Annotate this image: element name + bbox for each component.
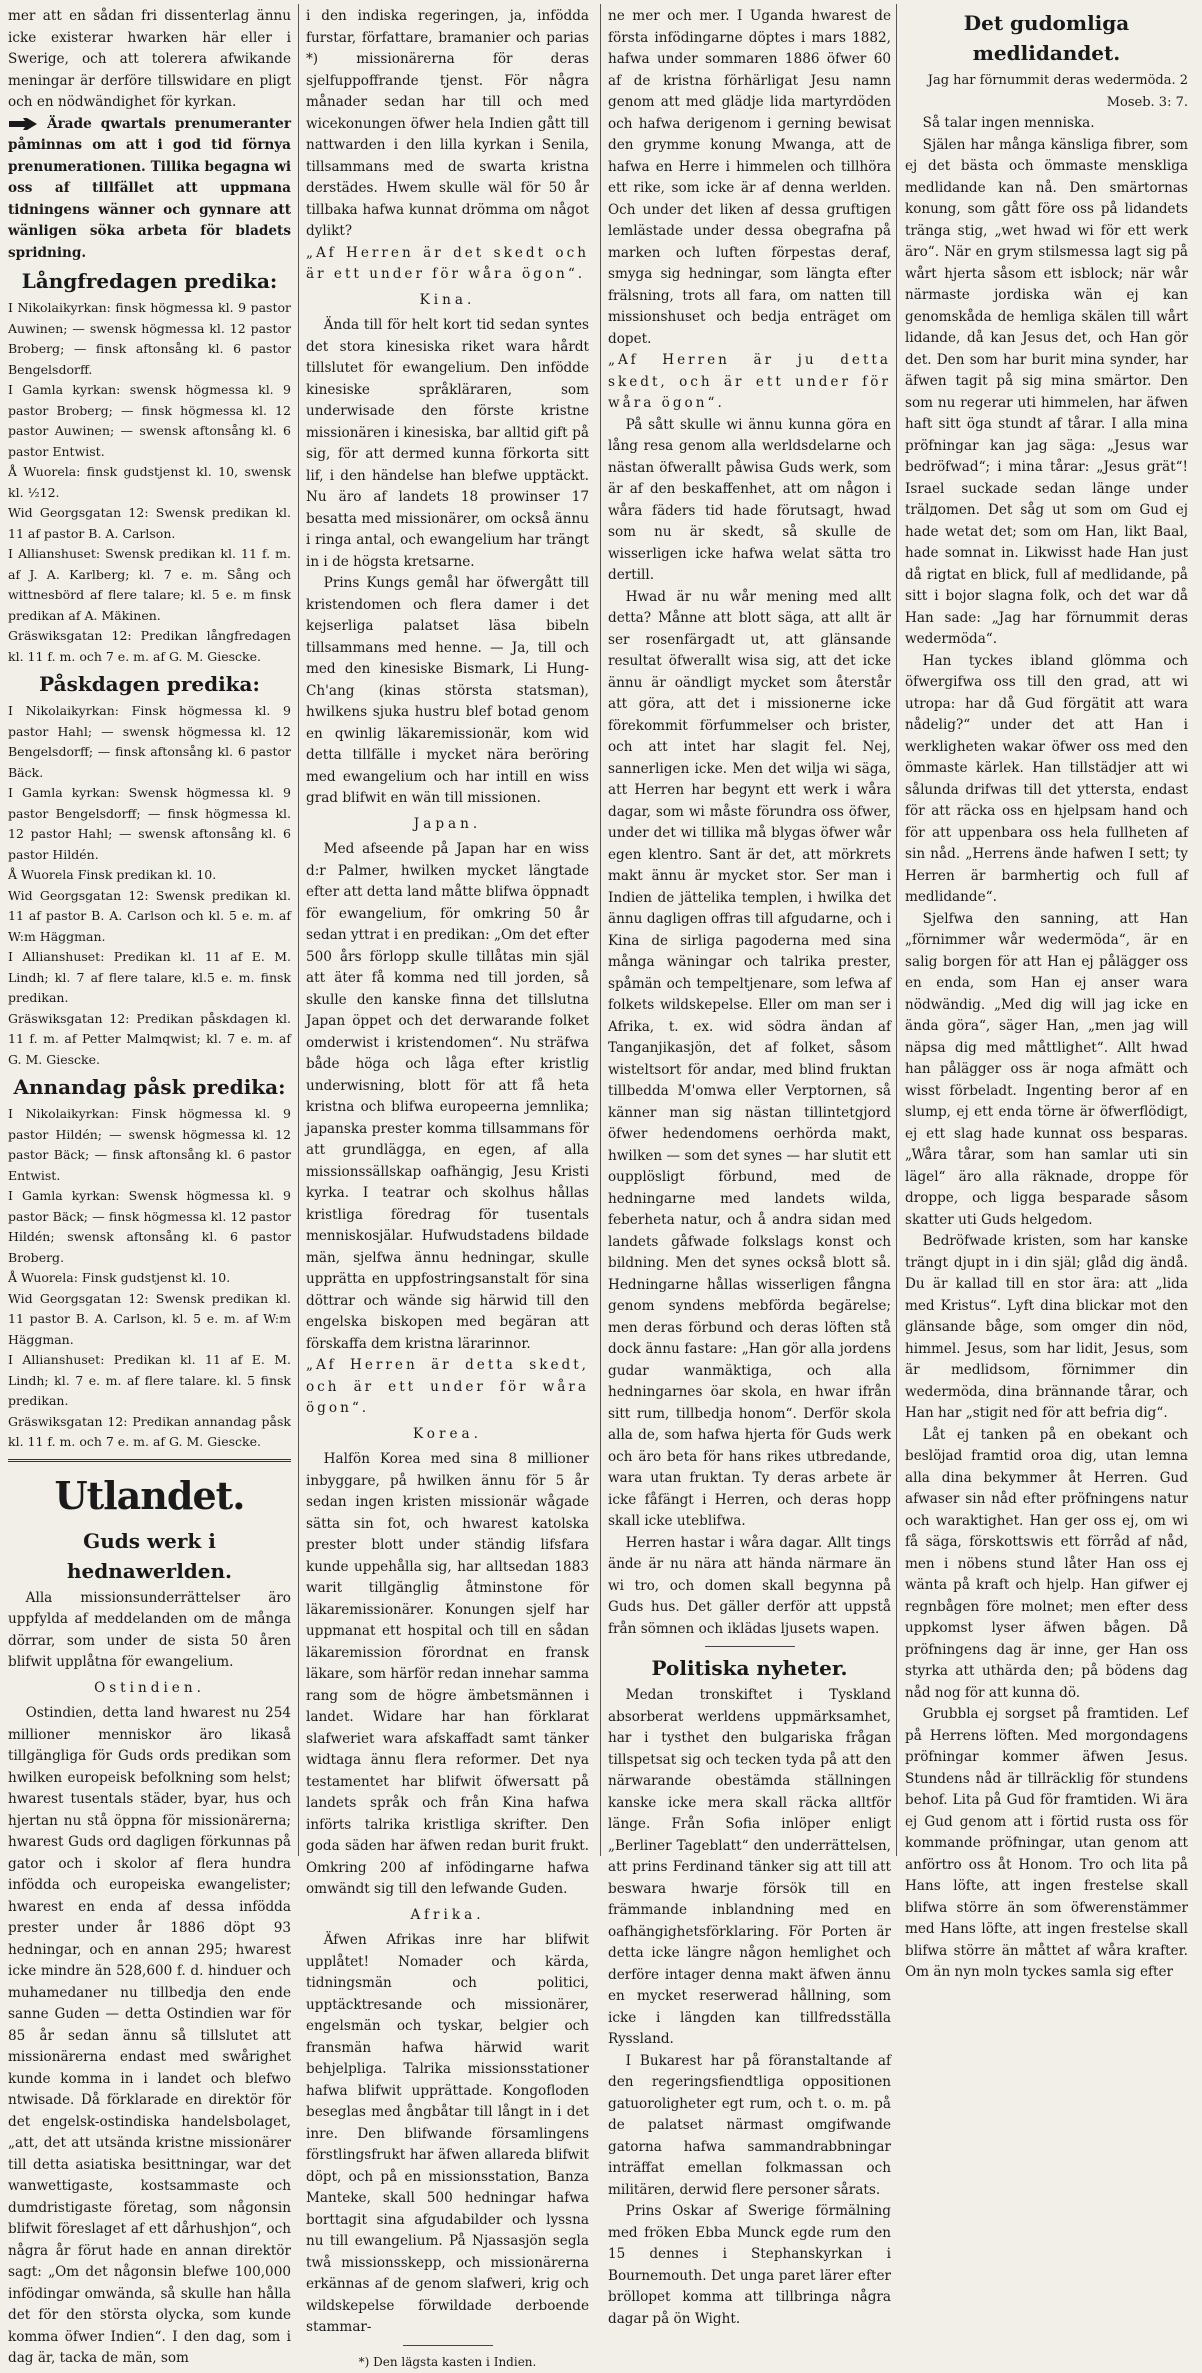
list-item: Gräswiksgatan 12: Predikan påskdagen kl. 11 f. m. af Petter Malmqwist; kl. 7 e. m. af G. M. Giescke.	[8, 1009, 291, 1071]
list-item: I Nikolaikyrkan: finsk högmessa kl. 9 pastor Auwinen; — swensk högmessa kl. 12 pastor Broberg; — finsk aftonsång kl. 6 pastor Bengelsdorff.	[8, 298, 291, 380]
politiska-text-3: Prins Oskar af Swerige förmälning med fröken Ebba Munck egde rum den 15 dennes i Stephanskyrkan i Bournemouth. Det unga paret lärer efter bröllopet komma att tillbringa några dagar på ön Wight.	[608, 2201, 891, 2330]
footnote: *) Den lägsta kasten i Indien.	[306, 2352, 589, 2373]
korea-heading: Korea.	[306, 1424, 589, 1446]
list-item: I Allianshuset: Swensk predikan kl. 11 f. m. af J. A. Karlberg; kl. 7 e. m. Sång och wittnesbörd af flere talare; kl. 5 e. m finsk predikan af A. Mäkinen.	[8, 544, 291, 626]
list-item: I Allianshuset: Predikan kl. 11 af E. M. Lindh; kl. 7 e. m. af flere talare. kl. 5 finsk predikan.	[8, 1350, 291, 1412]
paragraph: Herren hastar i wåra dagar. Allt tings ände är nu nära att hända närmare än wi tro, och domen skall begynna på Guds hus. Det gäller derför att uppstå från sömnen och iklädas ljusets wapen.	[608, 1533, 891, 1641]
afrika-text: Äfwen Afrikas inre har blifwit upplåtet! Nomader och kärda, tidningsmän och politici, upptäcktresande och missionärer, engelsmän och tyskar, belgier och fransmän hafwa härwid warit behjelpliga. Talrika missionsstationer hafwa blifwit upprättade. Kongofloden beseglas med ångbåtar till långt in i det inre. Den blifwande församlingens förstlingsfrukt har äfwen allareda blifwit döpt, och på en missionsstation, Banza Manteke, skall 500 hedningar hafwa borttagit sina afgudabilder och lyssna nu till ewangelium. På Njassasjön segla twå missionsskepp, och missionärerna erkännas af de genom slafweri, krig och wildskepelse förwildade derboende stammar-	[306, 1930, 589, 2339]
list-item: Å Wuorela: finsk gudstjenst kl. 10, swensk kl. ½12.	[8, 462, 291, 503]
list-item: Wid Georgsgatan 12: Swensk predikan kl. 11 af pastor B. A. Carlson och kl. 5 e. m. af W:m Häggman.	[8, 886, 291, 948]
column-1	[8, 6, 291, 1856]
japan-quote: „Af Herren är detta skedt, och är ett under för wåra ögon“.	[306, 1355, 589, 1420]
list-item: I Gamla kyrkan: swensk högmessa kl. 9 pastor Broberg; — finsk högmessa kl. 12 pastor Auwinen; — swensk aftonsång kl. 6 pastor Entwist.	[8, 380, 291, 462]
paragraph: Så talar ingen menniska.	[905, 113, 1188, 135]
list-item: I Nikolaikyrkan: Finsk högmessa kl. 9 pastor Hildén; — swensk högmessa kl. 12 pastor Bäck; — finsk aftonsång kl. 6 pastor Entwist.	[8, 1104, 291, 1186]
paragraph: Själen har många känsliga fibrer, som ej det bästa och ömmaste menskliga medlidande kan nå. Den smärtornas konung, som gått före oss på lidandets tränga stig, „wet hwad wi för ett werk äro“. När en grym stilsmessa lagt sig på wårt hjerta såsom ett isblock; när wår närmaste jordiska wän ej kan genomskåda de hemliga skälen till wårt lidande, då kan Jesus det, och Han gör det. Den som har burit mina synder, har äfwen tagit på sig mina smärtor. Den som nu regerar uti himmelen, har äfwen haft sitt öga stundt af tårar. I alla mina pröfningar kan jag säga: „Jesus war bedröfwad“; i mina tårar: „Jesus grät“! Israel suckade sedan länge under trälдomen. Det såg ut som om Gud ej hade wetat det; som om Han, likt Baal, hade somnat in. Likwisst hade Han just då rigtat en blick, full af medlidande, på sitt i bojor slagna folk, och det war då Han sade: „Jag har förnummit deras wedermöda“.	[905, 135, 1188, 651]
epigraph: Jag har förnummit deras wedermöda. 2 Mosеb. 3: 7.	[905, 70, 1188, 113]
column-2	[306, 6, 589, 1856]
section-heading-longfredagen: Långfredagen predika:	[8, 266, 291, 296]
medlidandet-heading: Det gudomliga medlidandet.	[905, 8, 1188, 68]
annandag-list	[8, 1104, 291, 1453]
guds-intro: Alla missionsunderrättelser äro uppfylda af meddelanden om de många dörrar, som under de sista 50 åren blifwit upplåtna för ewangelium.	[8, 1588, 291, 1674]
afrika-heading: Afrika.	[306, 1905, 589, 1927]
section-divider	[705, 1646, 795, 1647]
section-heading-paskdagen: Påskdagen predika:	[8, 669, 291, 699]
kina-text: Ända till för helt kort tid sedan syntes det stora kinesiska riket wara hårdt tillslutet för ewangelium. Den infödde kinesiske språkläraren, som underwisade den förste kristne missionären i kinesiska, bar alltid gift på sig, för att dermed kunna förkorta sitt lif, i den händelse han blefwe upptäckt. Nu äro af landets 18 prowinser 17 besatta med missionärer, om också ännu i ringa antal, och ewangelium har trängt in i de högsta kretsarne.	[306, 315, 589, 573]
paragraph: Sjelfwa den sanning, att Han „förnimmer wår wedermöda“, är en salig borgen för att Han ej pålägger oss en enda, som Han ej anser wara nödwändig. „Med dig will jag icke en ända göra“, säger Han, „men jag will näpsa dig med måttlighet“. Allt hwad han pålägger oss är noga afmätt och wisst förbeladt. Ingenting beror af en slump, ej ett enda törne är öfwerflödigt, ej ett slag hade kunnat oss besparas. „Wåra tårar, som han samlar uti sin lägel“ äro alla räknade, droppe för droppe, och ligga besparade såsom skatter uti Guds helgedom.	[905, 909, 1188, 1232]
uganda-quote: „Af Herren är ju detta skedt, och är ett under för wåra ögon“.	[608, 350, 891, 415]
paragraph: Hwad är nu wår mening med allt detta? Månne att blott säga, att allt är ser rosenfärgadt ut, att glänsande resultat öfwerallt wisa sig, att det icke ännu är oändligt mycket som återstår att göra, att det i missionerne icke förekommit förfummelser och brister, och att intet har slagit fel. Nej, sannerligen icke. Men det wilja wi säga, att Herren har begynt ett werk i wåra dagar, som wi måste förundra oss öfwer, under det wi tillika må blygas öfwer wår egen klentro. Sant är det, att mörkrets makt ännu är mycket stor. Ser man i Indien de jättelika templen, i hwilka det ännu dagligen offras till afgudarne, och i Kina de sirliga pagoderna med sina många wäningar och talrika prester, spåmän och tempeltjenare, som lefwa af folkets wildskepelse. Eller om man ser i Afrika, t. ex. wid södra ändan af Tanganjikasjön, det af folket, såsom wisteltsort för andar, med blind fruktan tillbedda M'omwa eller Verptornen, så känner man sig nästan tillintetgjord öfwer hedendomens oerhörda makt, hwilken — som det synes — har slutit ett oupplösligt förbund, med de hedningarne med landets wildа, feberheta natur, och å andra sidan med landets gåfwade folkslags konst och bildning. Men det synes också blott så. Hedningarne hållas wisserligen fångna genom syndens mebförda begärelse; men deras förbund och deras löften stå dock ännu fastare: „Han gör alla jordens gudar wanmäktiga, och alla hedningarnes öar skola, en hwar ifrån sitt rum, tillbedja honom“. Derför skola alla de, som hafwa hjerta för Guds werk och äro beta för hans rikes utbredande, wara utan fruktan. Ty deras arbete är icke fåfängt i Herren, och deras hopp skall icke uteblifwa.	[608, 587, 891, 1533]
paragraph: Låt ej tanken på en obekant och beslöjad framtid oroa dig, utan lemna alla dina bekymmer åt Herren. Gud afwaser sin nåd efter pröfningens natur och waraktighet. Han ger oss ej, om wi få säga, förskottswis ett förråd af nåd, men i nöbens stund låter Han oss ej wänta på kraft och hjelp. Han gifwer ej regnbågen före molnet; men efter dess uppkomst lyser äfwen bågen. Då pröfningens dag är inne, ger Han oss styrka att uthärda den; på bödens dag nåd nog för att kunna dö.	[905, 1425, 1188, 1705]
column-rule	[298, 4, 299, 1856]
paragraph: Grubbla ej sorgset på framtiden. Lef på Herrens löften. Med morgondagens pröfningar kommer äfwen Jesus. Stundens nåd är tillräcklig för stundens behof. Lita på Gud för framtiden. Wi ära ej Gud genom att i förtid rusta oss för kommande pröfningar, utan genom att anförtro oss åt Honom. Tro och lita på Hans löfte, att ingen frestelse skall blifwa större än som öfwerenstämmer med Hans löfte, att ingen frestelse skall blifwa större än måttet af wåra krafter. Om än nyn moln tyckes samla sig efter	[905, 1704, 1188, 1984]
column-3	[608, 6, 891, 1856]
list-item: I Gamla kyrkan: Swensk högmessa kl. 9 pastor Bäck; — finsk högmessa kl. 12 pastor Hildén; swensk aftonsång kl. 6 pastor Broberg.	[8, 1186, 291, 1268]
korea-text: Halfön Korea med sina 8 millioner inbyggare, på hwilken ännu för 5 år sedan ingen kristen missionär wågade sätta sin fot, och hwarest katolska prester blott under ständig lifsfara kunde uppehålla sig, har alltsedan 1883 warit tillgänglig åtminstone för läkaremissionärer. Konungen sjelf har uppmanat ett hospital och till en sådan läkaremission förordnat en fransk läkare, som härför redan innehar samma rang som de högre ämbetsmännen i landet. Widare har han förklarat slafweriet wara afskaffadt samt tänker widtaga ännu flera reformer. Det nya testamentet har blifwit öfwersatt på landets språk och från Kina hafwa införts talrika kristliga skrifter. Den goda säden har äfwen redan burit frukt. Omkring 200 af infödingarne hafwa omwändt sig till den lefwande Guden.	[306, 1449, 589, 1901]
list-item: I Nikolaikyrkan: Finsk högmessa kl. 9 pastor Hahl; — swensk högmessa kl. 12 Bengelsdorff; — finsk aftonsång kl. 6 pastor Bäck.	[8, 701, 291, 783]
indien-paragraph: i den indiska regeringen, ja, infödda furstar, författare, bramanier och parias *) missionärerna för deras sjelfuppoffrande tjenst. För några månader sedan har till och med wicekonungen öfwer hela Indien gått till nattwarden i den lilla kyrkan i Senila, tillsammans med de swarta kristna derstädes. Hwem skulle wäl för 50 år tillbaka hafwa kunnat drömma om något dylikt?	[306, 6, 589, 243]
politiska-text: Medan tronskiftet i Tyskland absorberat werldens uppmärksamhet, har i tysthet den bulgariska frågan tillspetsat sig och tecken tyda på att den närwarande obestämda ställningen kanske icke mera skall räcka alltför länge. Från Sofia inlöper enligt „Berliner Tageblatt“ den underrättelsen, att prins Ferdinand tänker sig att till att beswara hwarje försök till en främmande inblandning med en oafhängighetsförklaring. För Porten är detta icke längre någon hemlighet och derföre intager denna makt äfwen ännu en mycket reserwerad hållning, som icke i längden kan tillfredsställa Ryssland.	[608, 1685, 891, 2051]
list-item: I Gamla kyrkan: Swensk högmessa kl. 9 pastor Bengelsdorff; — finsk högmessa kl. 12 pastor Hahl; — swensk aftonsång kl. 6 pastor Hildén.	[8, 783, 291, 865]
longfredagen-list	[8, 298, 291, 667]
paragraph: Han tyckes ibland glömma och öfwergifwa oss till den grad, att wi utropa: har då Gud förgätit att wara nådelig?“ under det att Han i werkligheten wakar öfwer oss med den ömmaste kärlek. Han tillstädjer att wi sålunda drifwas till det yttersta, endast för att räcka oss en hjelpsam hand och för att uppenbara oss hela fullheten af sin nåd. „Herrens ände hafwen I sett; ty Herren är barmhertig och full af medlidande“.	[905, 651, 1188, 909]
list-item: Wid Georgsgatan 12: Swensk predikan kl. 11 af pastor B. A. Carlson.	[8, 503, 291, 544]
list-item: Å Wuorela Finsk predikan kl. 10.	[8, 865, 291, 886]
paragraph: Bedröfwade kristen, som har kanske trängt djupt in i din själ; glåd dig ändå. Du är kallad till en stor ära: att „lida med Kristus“. Lyft dina blickar mot den glänsande båge, som omger din nöd, himmel. Jesus, som har lidit, Jesus, som är medlidsom, förnimmer din wedermöda, dina brännande tårar, och Han har „stigit ned för att befria dig“.	[905, 1231, 1188, 1425]
japan-heading: Japan.	[306, 814, 589, 836]
kina-heading: Kina.	[306, 290, 589, 312]
ostindien-heading: Ostindien.	[8, 1678, 291, 1700]
paskdagen-list	[8, 701, 291, 1070]
intro-paragraph: mer att en sådan fri dissenterlag ännu icke existerar hwarken här eller i Swerige, och att tolerera afwikande meningar är derföre tillswidare en pligt och en nödwändighet för kyrkan.	[8, 6, 291, 114]
pointing-hand-icon	[8, 117, 38, 131]
politiska-text-2: I Bukarest har på föranstaltande af den regeringsfiendtliga oppositionen gatuoroligheter egt rum, och t. o. m. på de palatset närmast omgifwande gatorna hafwa sammandrabbningar inträffat emellan folkmassan och militären, derwid flere personer sårats.	[608, 2051, 891, 2202]
subscription-notice	[8, 114, 291, 265]
utlandet-heading: Utlandet.	[8, 1470, 291, 1522]
uganda-paragraph: ne mer och mer. I Uganda hwarest de första infödingarne döptes i mars 1882, hafwa under sommaren 1886 öfwer 60 af de kristna förhärligat Jesu namn genom att med glädje lida martyrdöden och hafwa derigenom i gerning bewisat den grymme konung Mwanga, att de hafwa en Herre i himmelen och tillhöra ett rike, som icke är af denna werlden. Och under det liken af dessa gruftigen lemlästade under dessa obegrafna på marken och luften förpestas deraf, smyga sig hedningar, som längta efter frälsning, trots all fara, om natten till missionshuset och bedja enträget om dopet.	[608, 6, 891, 350]
column-rule	[896, 4, 897, 1856]
indien-quote: „Af Herren är det skedt och är ett under för wåra ögon“.	[306, 243, 589, 286]
list-item: Gräswiksgatan 12: Predikan långfredagen kl. 11 f. m. och 7 e. m. af G. M. Giescke.	[8, 626, 291, 667]
list-item: Gräswiksgatan 12: Predikan annandag påsk kl. 11 f. m. och 7 e. m. af G. M. Giescke.	[8, 1412, 291, 1453]
column-4	[905, 6, 1188, 1856]
section-heading-annandag: Annandag påsk predika:	[8, 1072, 291, 1102]
subscription-notice-text: Ärade qwartals prenumeranter påminnas om att i god tid förnya prenumerationen. Tillika begagna wi oss af tillfället att uppmana tidningens wänner och gynnare att wänligen söka arbeta för bladets spridning.	[8, 116, 291, 261]
politiska-heading: Politiska nyheter.	[608, 1653, 891, 1683]
list-item: I Allianshuset: Predikan kl. 11 af E. M. Lindh; kl. 7 af flere talare, kl.5 e. m. finsk predikan.	[8, 947, 291, 1009]
column-rule	[600, 4, 601, 1856]
ostindien-text: Ostindien, detta land hwarest nu 254 millioner menniskor äro likaså tillgängliga för Guds ords predikan som hwilken europeisk befolkning som helst; hwarest tusentals städer, byar, hus och hjertan nu stå öppna för missionärerna; hwarest Guds ord dagligen förkunnas på gator och i skolor af flera hundra infödda och europeiska ewangelister; hwarest en enda af dessa infödda prester under år 1886 döpt 93 hedningar, och en annan 295; hwarest icke mindre än 528,600 f. d. hinduer och muhamedaner nu tillbedja den ende sanne Guden — detta Ostindien war för 85 år sedan ännu så tillslutet att missionärerna endast med swårighet kunde komma in i landet och blefwo ntwisade. Då förklarade en direktör för det engelsk-ostindiska handelsbolaget, „att, det att utsända kristne missionärer till detta asiatiska besittningar, war det wanwettigaste, kostsammaste och dumdristigaste företag, som någonsin blifwit föreslaget af ett dårhushjon“, och några år förut hade en annan direktör sagt: „Om det någonsin blefwe 100,000 infödingar omwända, så skulle han hålla det för den största olycka, som kunde komma öfwer Indien“. I den dag, som i dag är, tacka de män, som	[8, 1703, 291, 2370]
list-item: Å Wuorela: Finsk gudstjenst kl. 10.	[8, 1268, 291, 1289]
section-divider	[8, 1459, 291, 1462]
list-item: Wid Georgsgatan 12: Swensk predikan kl. 11 pastor B. A. Carlson, kl. 5 e. m. af W:m Häggman.	[8, 1289, 291, 1351]
kina-text-2: Prins Kungs gemål har öfwergått till kristendomen och flera damer i det kejserliga palatset läsa bibeln tillsammans med henne. — Ja, till och med den kinesiske Bismark, Li Hung-Ch'ang (kinas största statsman), hwilkens sjuka hustru blef botad genom en qwinlig läkaremissionär, kom wid detta tillfälle i mycket nära beröring med ewangelium och har intill en wiss grad blifwit en wän till missionen.	[306, 573, 589, 810]
paragraph: På sått skulle wi ännu kunna göra en lång resa genom alla werldsdelarne och nästan öfwerallt påwisa Guds werk, som är af den beskaffenhet, att om någon i wåra fäders tid hade förutsagt, hwad som nu är skedt, så skulle de wisserligen icke hafwa welat sätta tro dertill.	[608, 415, 891, 587]
guds-werk-heading: Guds werk i hednawerlden.	[8, 1526, 291, 1586]
japan-text: Med afseende på Japan har en wiss d:r Palmer, hwilken mycket längtade efter att detta land måtte blifwa öppnadt för ewangelium, för omkring 50 år sedan yttrat i en predikan: „Om det efter 500 års förlopp skulle tillåtas min själ att äter få komma ned till jorden, så skulle den kanske finna det tillslutna Japan öppet och det derwarande folket omderwist i kristendomen“. Nu sträfwa både höga och låga efter kristlig underwisning, blott för att få heta kristna och blifwa europeerna jemnlika; japanska prester komma tillsammans för att grundlägga, en egen, af alla missionssällskap oafhängig, Jesu Kristi kyrka. I teatrar och skolhus hållas kristliga föredrag för tusentals menniskosjälar. Hufwudstadens bildade män, sjelfwa ännu hedningar, skulle upprätta en uppfostringsanstalt för sina döttrar och wände sig härwid till den engelska biskopen med begäran att förskaffa dem kristna lärarinnor.	[306, 839, 589, 1355]
footnote-divider	[403, 2345, 493, 2346]
